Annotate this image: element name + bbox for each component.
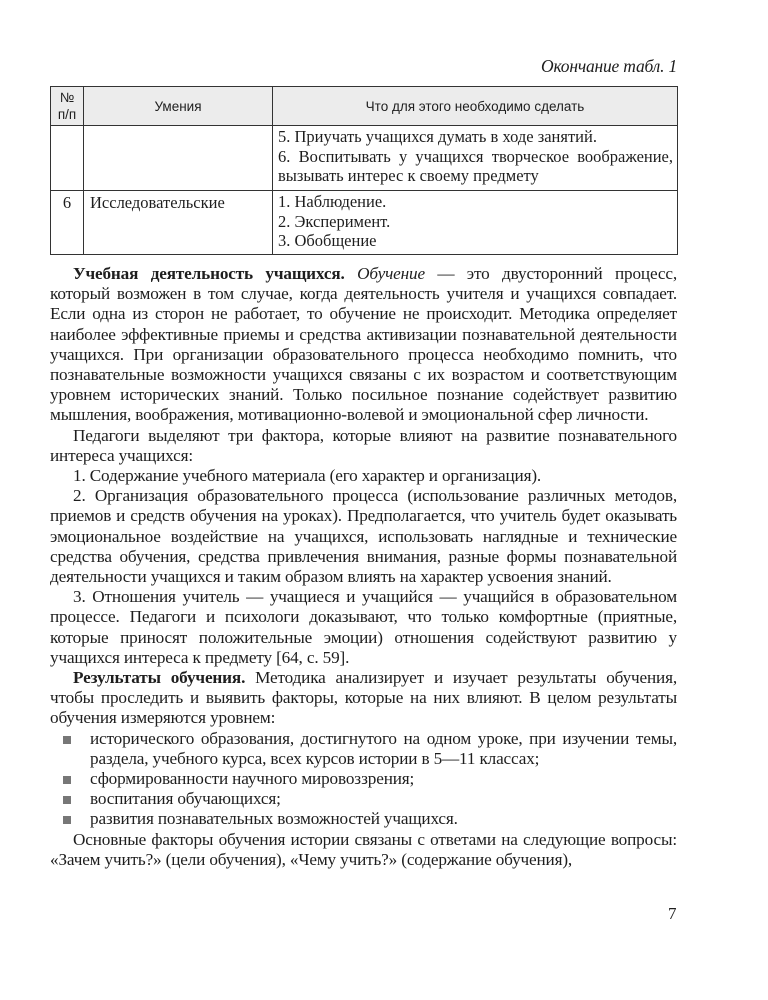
action-item: 5. Приучать учащихся думать в ходе занятий.: [278, 127, 597, 146]
header-skills: Умения: [84, 87, 273, 126]
paragraph-learning-activity: [50, 264, 677, 426]
table-caption: Окончание табл. 1: [541, 56, 677, 76]
skills-table: [50, 86, 678, 255]
term-emphasis: Обучение: [357, 264, 425, 283]
list-item: [90, 769, 677, 789]
paragraph: 3. Отношения учитель — учащиеся и учащийся — учащийся в образовательном процессе. Педагоги и психологи доказывают, что только комфортные (приятные, которые приносят положительные эмоции) отношения содействуют развитию у учащихся интереса к предмету [64, с. 59].: [50, 587, 677, 667]
table-header-row: [51, 87, 678, 126]
header-number-line1: №: [59, 90, 75, 105]
paragraph-text: — это двусторонний процесс, который возможен в том случае, когда деятельность учителя и учащихся совпадает. Если одна из сторон не работает, то обучение не происходит. Методика определяет наиболее эффективные приемы и средства активизации познавательной деятельности учащихся. При организации образовательного процесса необходимо помнить, что познавательные возможности учащихся связаны с их возрастом и соответствующим уровнем исторических знаний. Только посильное познание содействует развитию мышления, воображения, мотивационно-волевой и эмоциональной сфер личности.: [50, 264, 677, 425]
action-item: 6. Воспитывать у учащихся творческое воображение, вызывать интерес к своему предмету: [278, 146, 673, 185]
action-item: 3. Обобщение: [278, 231, 377, 250]
header-number-line2: п/п: [57, 107, 77, 122]
list-item-text: исторического образования, достигнутого на одном уроке, при изучении темы, раздела, учебного курса, всех курсов истории в 5—11 классах;: [90, 728, 677, 768]
list-item-text: развития познавательных возможностей учащихся.: [90, 809, 458, 829]
table-row: [51, 191, 678, 255]
row-actions: [273, 191, 678, 255]
header-number: [51, 87, 84, 126]
row-skill: [84, 126, 273, 191]
paragraph: 2. Организация образовательного процесса (использование различных методов, приемов и средств обучения на уроках). Предполагается, что учитель будет оказывать эмоциональное воздействие на учащихся, использовать наглядные и технические средства обучения, средства привлечения внимания, разные формы познавательной деятельности учащихся и таким образом влиять на характер усвоения знаний.: [50, 486, 677, 587]
paragraph-results: [50, 668, 677, 729]
row-actions: [273, 126, 678, 191]
results-list: [50, 729, 677, 830]
body-text: [50, 264, 677, 870]
section-heading: Результаты обучения.: [73, 668, 246, 688]
row-skill: Исследовательские: [84, 191, 273, 255]
list-item-text: сформированности научного мировоззрения;: [90, 769, 415, 789]
action-item: 2. Эксперимент.: [278, 211, 391, 231]
list-item: [90, 809, 677, 829]
row-number: 6: [51, 191, 84, 255]
paragraph: Педагоги выделяют три фактора, которые влияют на развитие познавательного интереса учащихся:: [50, 425, 677, 465]
action-item: 1. Наблюдение.: [278, 192, 387, 211]
table-row: [51, 126, 678, 191]
row-number: [51, 126, 84, 191]
paragraph-text: Методика анализирует и изучает результаты обучения, чтобы проследить и выявить факторы, которые на них влияют. В целом результаты обучения измеряются уровнем:: [50, 668, 677, 728]
square-bullet-icon: [63, 736, 71, 744]
paragraph: Основные факторы обучения истории связаны с ответами на следующие вопросы: «Зачем учить?» (цели обучения), «Чему учить?» (содержание обучения),: [50, 829, 677, 869]
list-item: [90, 729, 677, 769]
square-bullet-icon: [63, 816, 71, 824]
paragraph: 1. Содержание учебного материала (его характер и организация).: [73, 466, 542, 486]
list-item: [90, 789, 677, 809]
square-bullet-icon: [63, 796, 71, 804]
list-item-text: воспитания обучающихся;: [90, 789, 281, 809]
section-heading: Учебная деятельность учащихся.: [73, 264, 345, 283]
square-bullet-icon: [63, 776, 71, 784]
header-actions: Что для этого необходимо сделать: [273, 87, 678, 126]
page-number: 7: [668, 904, 677, 923]
